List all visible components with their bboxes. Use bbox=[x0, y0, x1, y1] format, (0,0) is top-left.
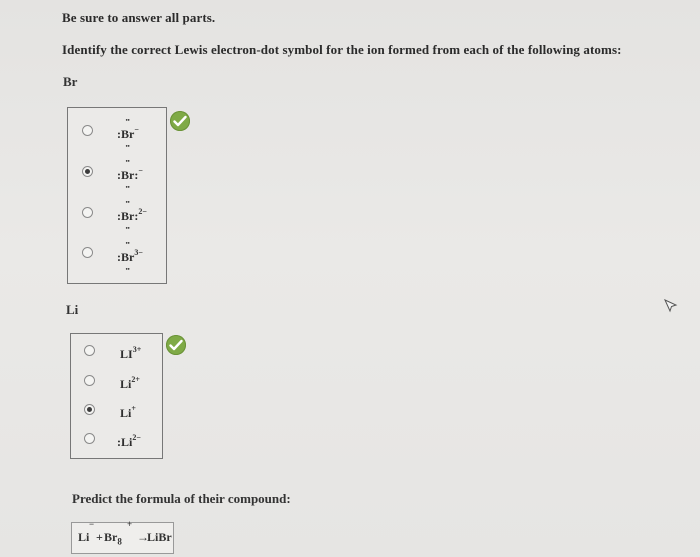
answer-arrow: → bbox=[137, 530, 149, 544]
instructions-line2: Identify the correct Lewis electron-dot symbol for the ion formed from each of the following atoms: bbox=[62, 42, 622, 57]
answer-li: Li bbox=[78, 530, 90, 544]
cursor-icon bbox=[663, 298, 679, 319]
br-option-3-text: :•• Br ••:$^{2-}$ bbox=[117, 207, 147, 224]
br-option-1-radio[interactable] bbox=[82, 125, 93, 136]
li-option-4-radio[interactable] bbox=[84, 433, 95, 444]
br-option-2-text: :•• Br ••:− bbox=[117, 166, 143, 183]
answer-br: $Br_8$ bbox=[104, 530, 122, 547]
answer-li-mark: − bbox=[89, 519, 95, 529]
answer-product: LiBr bbox=[147, 530, 172, 544]
li-option-1-text: $LI^{3+}$ bbox=[120, 345, 142, 361]
br-option-1-text: :•• Br ••− bbox=[117, 125, 139, 142]
br-option-4-text: :•• Br ••$^{3-}$ bbox=[117, 248, 143, 265]
li-option-4-text: $:Li^{2-}$ bbox=[117, 433, 141, 449]
li-option-3-radio[interactable] bbox=[84, 404, 95, 415]
instructions-line1: Be sure to answer all parts. bbox=[62, 10, 216, 25]
li-option-1-radio[interactable] bbox=[84, 345, 95, 356]
br-option-4-radio[interactable] bbox=[82, 247, 93, 258]
answer-br-mark: + bbox=[127, 519, 133, 529]
li-label: Li bbox=[66, 302, 79, 317]
br-option-2-radio[interactable] bbox=[82, 166, 93, 177]
compound-prompt: Predict the formula of their compound: bbox=[72, 491, 291, 506]
li-option-2-text: $Li^{2+}$ bbox=[120, 375, 140, 391]
br-label: Br bbox=[63, 74, 78, 89]
li-option-3-text: Li+ bbox=[120, 404, 136, 420]
li-correct-check-icon bbox=[166, 335, 186, 355]
li-option-2-radio[interactable] bbox=[84, 375, 95, 386]
br-correct-check-icon bbox=[170, 111, 190, 131]
br-option-3-radio[interactable] bbox=[82, 207, 93, 218]
answer-plus: + bbox=[96, 530, 103, 544]
